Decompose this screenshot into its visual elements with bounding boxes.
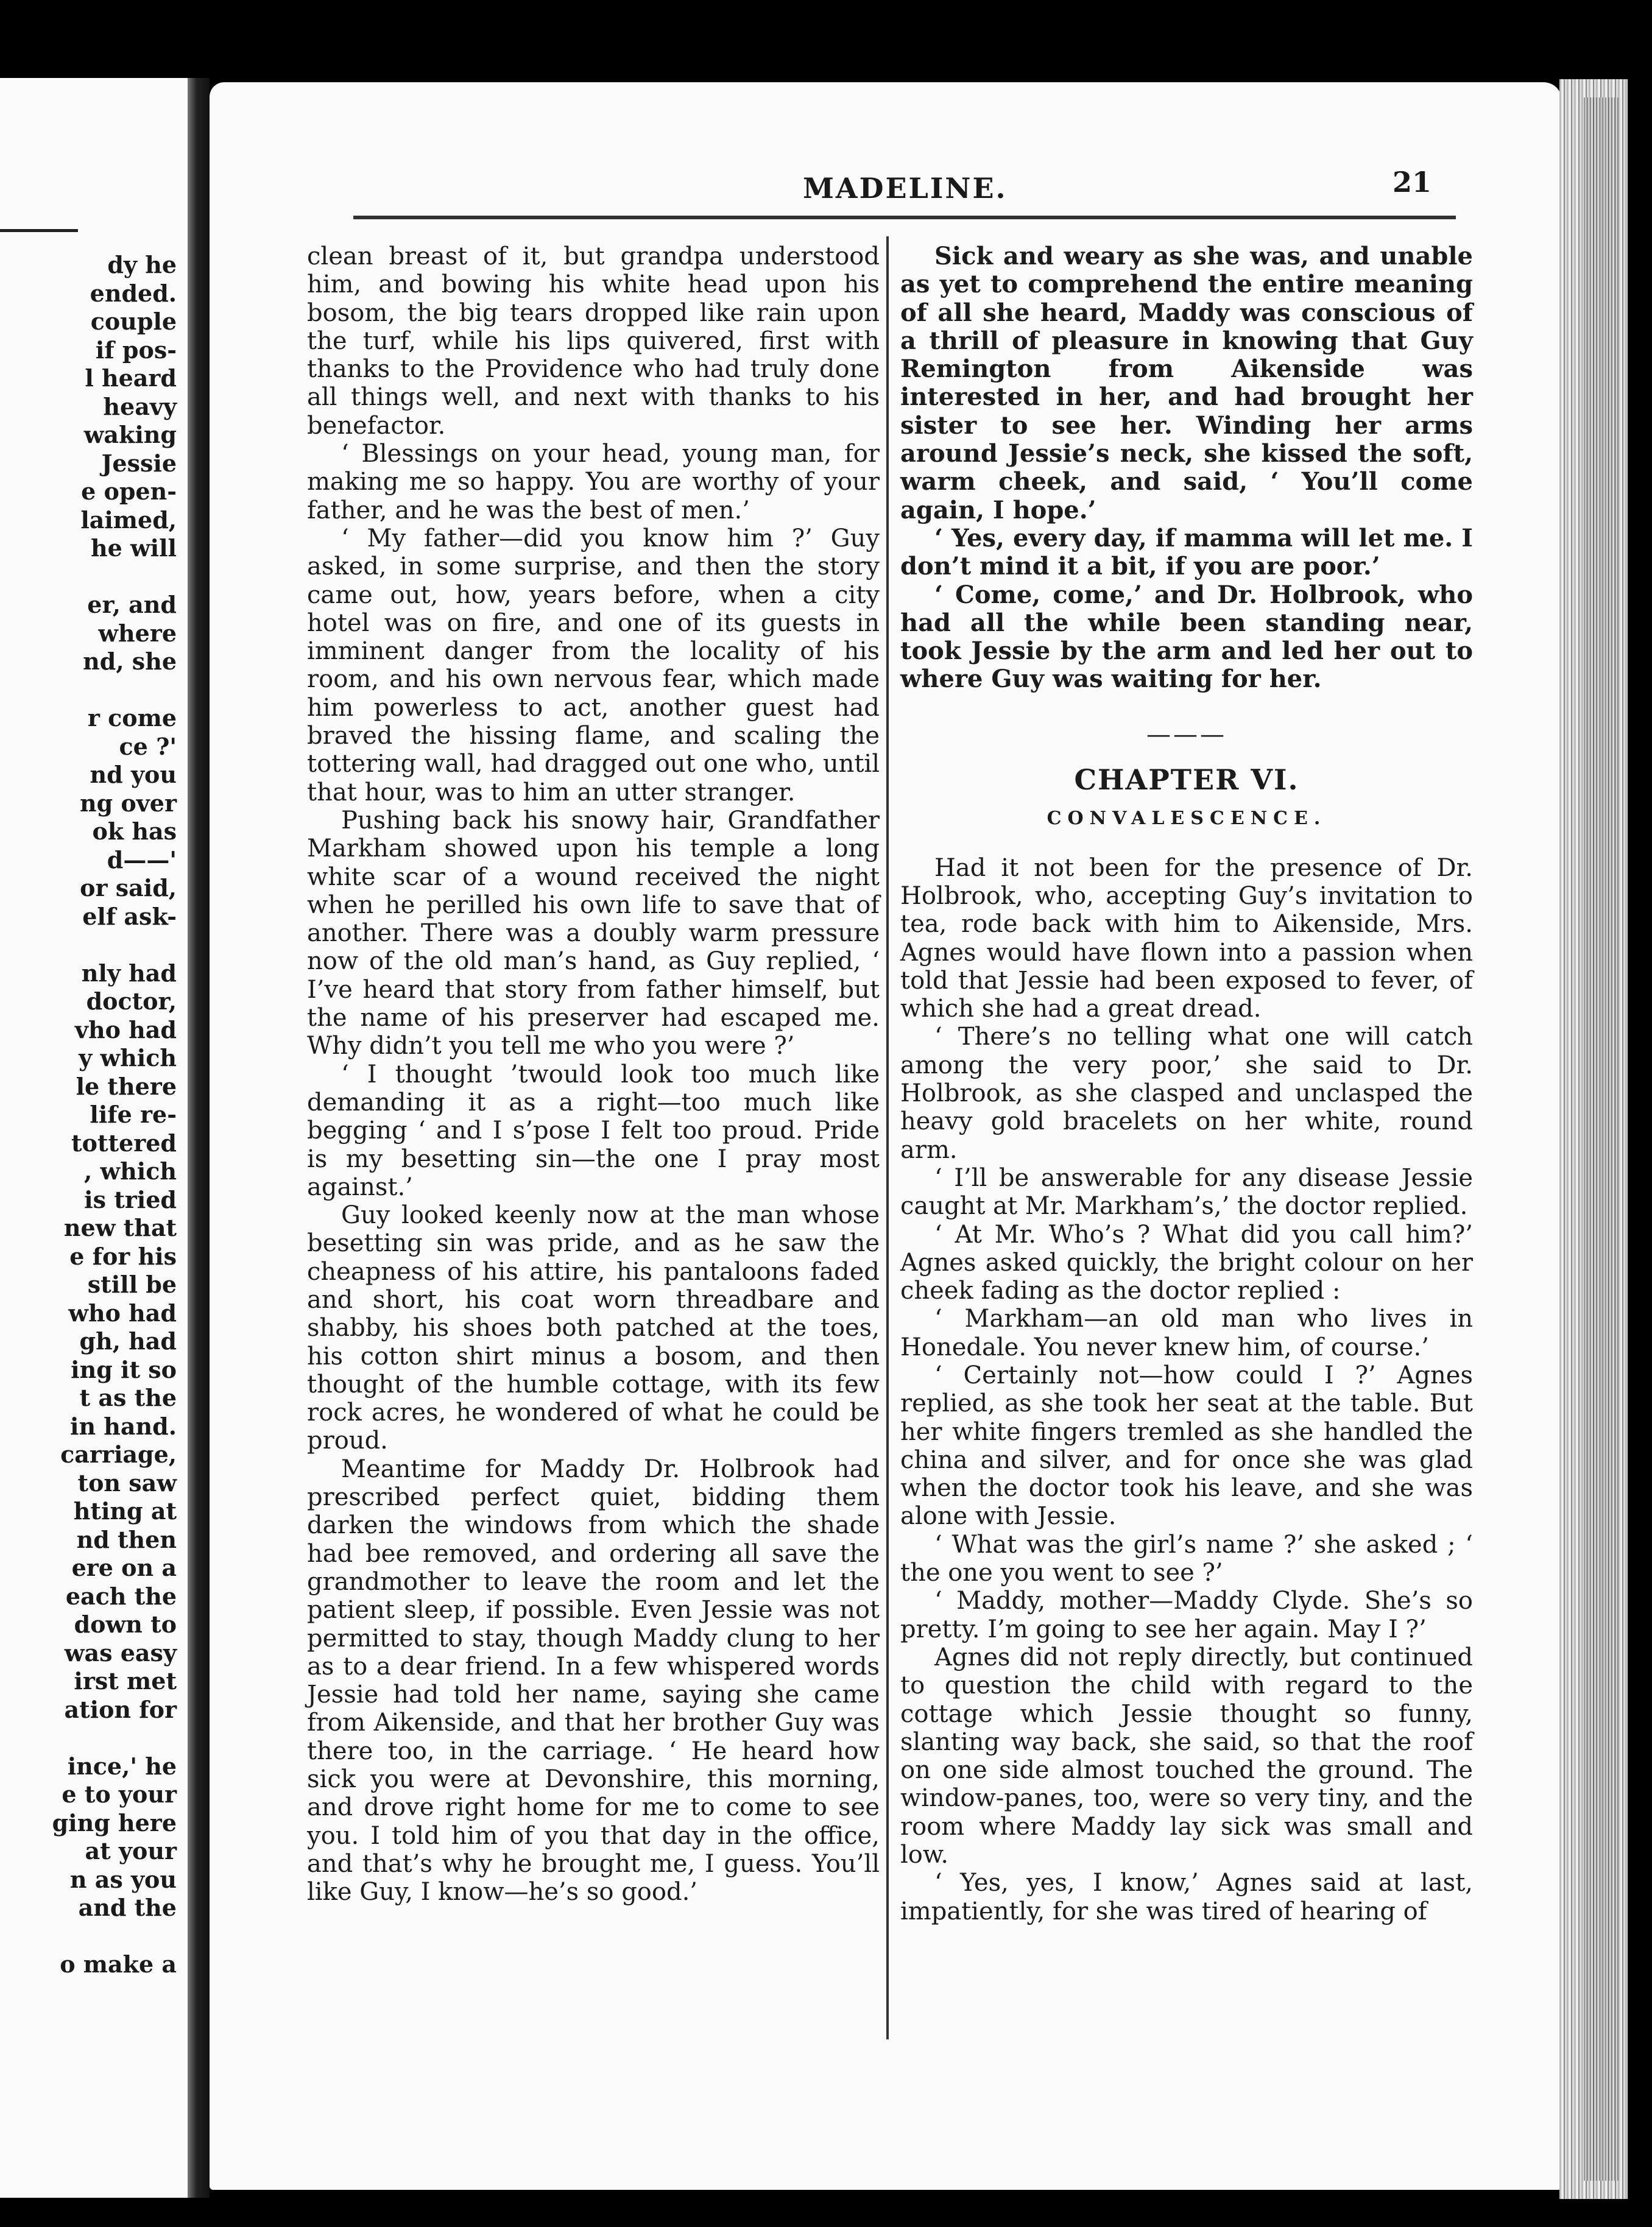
facing-page-line: d——': [107, 845, 177, 874]
paragraph: clean breast of it, but grandpa understood him, and bowing his white head upon his bosom, the big tears dropped like rain upon the turf, while his lips quivered, first with thanks to the Providence who had truly done all things well, and next with thanks to his benefactor.: [307, 242, 880, 440]
paragraph: ‘ What was the girl’s name ?’ she asked ; ‘ the one you went to see ?’: [900, 1530, 1473, 1587]
facing-page-line: ging here: [52, 1809, 177, 1837]
facing-page-line: couple: [90, 308, 177, 335]
paragraph: Pushing back his snowy hair, Grandfather Markham showed upon his temple a long white scar of a wound received the night when he perilled his own life to save that of another. There was a doubly warm pressure now of the old man’s hand, as Guy replied, ‘ I’ve heard that story from father himself, but the name of his preserver had escaped me. Why didn’t you tell me who you were ?’: [307, 806, 880, 1061]
facing-page-line: Jessie: [101, 449, 177, 477]
page-edges-inner: [1584, 97, 1620, 2181]
facing-page-line: nd you: [90, 761, 177, 788]
facing-page-line: ton saw: [77, 1469, 177, 1497]
facing-page-line: [0, 1922, 177, 1951]
facing-page-line: e open-: [81, 478, 177, 505]
facing-page-line: elf ask-: [82, 902, 177, 930]
paragraph: Sick and weary as she was, and unable as yet to comprehend the entire meaning of all she heard, Maddy was conscious of a thrill of pleasure in knowing that Guy Remington from Aikenside was interested in her, and had brought her sister to see her. Winding her arms around Jessie’s neck, she kissed the soft, warm cheek, and said, ‘ You’ll come again, I hope.’: [900, 242, 1473, 524]
paragraph: Meantime for Maddy Dr. Holbrook had prescribed perfect quiet, bidding them darken the windows from which the shade had bee removed, and ordering all save the grandmother to leave the room and let the patient sleep, if possible. Even Jessie was not permitted to stay, though Maddy clung to her as to a dear friend. In a few whispered words Jessie had told her name, saying she came from Aikenside, and that her brother Guy was there too, in the carriage. ‘ He heard how sick you were at Devonshire, this morning, and drove right home for me to come to see you. I told him of you that day in the office, and that’s why he brought me, I guess. You’ll like Guy, I know—he’s so good.’: [307, 1455, 880, 1907]
facing-page-line: is tried: [84, 1185, 177, 1213]
facing-page-line: tottered: [71, 1129, 177, 1157]
facing-page-line: irst met: [74, 1667, 177, 1695]
right-column-top-text: [900, 242, 1473, 694]
facing-page-line: [0, 563, 177, 591]
facing-page-line: o make a: [60, 1950, 177, 1978]
book-gutter: [188, 78, 210, 2198]
facing-page-line: gh, had: [79, 1327, 177, 1355]
paragraph: ‘ Yes, every day, if mamma will let me. I don’t mind it a bit, if you are poor.’: [900, 523, 1473, 581]
facing-page-line: [0, 676, 177, 705]
facing-page-line: ce ?': [119, 732, 177, 760]
header-rule: [353, 216, 1456, 219]
paragraph: ‘ Yes, yes, I know,’ Agnes said at last, impatiently, for she was tired of hearing of: [900, 1869, 1473, 1925]
facing-page-line: y which: [79, 1044, 177, 1071]
facing-page-line: [0, 1724, 177, 1752]
paragraph: ‘ There’s no telling what one will catch among the very poor,’ she said to Dr. Holbrook, as she clasped and unclasped the heavy gold bracelets on her white, round arm.: [900, 1023, 1473, 1164]
running-title: MADELINE.: [803, 172, 1008, 205]
facing-page-line: t as the: [79, 1384, 177, 1411]
facing-page-line: dy he: [107, 251, 177, 278]
facing-page-line: r come: [87, 704, 177, 732]
paragraph: ‘ My father—did you know him ?’ Guy asked, in some surprise, and then the story came out, how, years before, when a city hotel was on fire, and one of its guests in imminent danger from the locality of his room, and his own nervous fear, which made him powerless to act, another guest had braved the hissing flame, and scaling the tottering wall, had dragged out one who, until that hour, was to him an utter stranger.: [307, 524, 880, 806]
chapter-subtitle: CONVALESCENCE.: [1047, 808, 1327, 830]
facing-page-line: nd, she: [83, 648, 177, 675]
facing-page-line: ince,' he: [67, 1752, 177, 1780]
facing-page-line: ng over: [79, 789, 177, 817]
facing-page-line: laimed,: [80, 506, 177, 534]
facing-page-line: or said,: [80, 874, 177, 902]
facing-page-line: l heard: [85, 364, 177, 392]
facing-page-line: nly had: [81, 959, 177, 987]
facing-page-line: where: [98, 619, 177, 647]
right-column-bottom-text: [900, 854, 1473, 1925]
facing-page-line: n as you: [69, 1865, 177, 1893]
facing-page-line: le there: [76, 1072, 177, 1100]
paragraph: ‘ At Mr. Who’s ? What did you call him?’ Agnes asked quickly, the bright colour on her cheek fading as the doctor replied :: [900, 1220, 1473, 1305]
facing-page-line: down to: [74, 1611, 177, 1638]
right-text-column: [900, 242, 1473, 1925]
facing-page-text: [0, 251, 177, 1979]
facing-page-line: e to your: [62, 1781, 177, 1808]
facing-page-line: life re-: [90, 1101, 177, 1128]
facing-page-fragment: [0, 78, 188, 2198]
facing-page-line: [0, 931, 177, 959]
paragraph: ‘ Maddy, mother—Maddy Clyde. She’s so pretty. I’m going to see her again. May I ?’: [900, 1587, 1473, 1643]
facing-page-line: er, and: [87, 591, 177, 618]
paragraph: ‘ Blessings on your head, young man, for making me so happy. You are worthy of your father, and he was the best of men.’: [307, 440, 880, 524]
facing-page-line: in hand.: [70, 1412, 177, 1440]
facing-page-line: was easy: [64, 1639, 177, 1667]
paragraph: ‘ Come, come,’ and Dr. Holbrook, who had all the while been standing near, took Jessie by the arm and led her out to where Guy was waiting for her.: [900, 580, 1473, 694]
left-text-column: [307, 242, 880, 1907]
facing-page-line: heavy: [103, 392, 177, 420]
facing-page-line: nd then: [76, 1525, 177, 1553]
facing-page-line: ing it so: [71, 1355, 177, 1383]
facing-page-line: ere on a: [71, 1554, 177, 1581]
paragraph: Guy looked keenly now at the man whose besetting sin was pride, and as he saw the cheapness of his attire, his pantaloons faded and short, his coat worn threadbare and shabby, his shoes both patched at the toes, his cotton shirt minus a bosom, and then thought of the humble cottage, with its few rock acres, he wondered of what he could be proud.: [307, 1201, 880, 1455]
page-number: 21: [1393, 166, 1432, 199]
facing-page-line: he will: [90, 534, 177, 562]
paragraph: ‘ I thought ’twould look too much like demanding it as a right—too much like begging ‘ and I s’pose I felt too proud. Pride is my besetting sin—the one I pray most against.’: [307, 1060, 880, 1201]
facing-page-line: e for his: [69, 1242, 177, 1270]
paragraph: ‘ Certainly not—how could I ?’ Agnes replied, as she took her seat at the table. But her white fingers tremled as she handled the china and silver, and for once she was glad when the doctor took his leave, and she was alone with Jessie.: [900, 1361, 1473, 1531]
facing-page-header-rule: [0, 229, 78, 232]
facing-page-line: doctor,: [86, 987, 177, 1015]
facing-page-line: each the: [65, 1582, 177, 1610]
facing-page-line: vho had: [74, 1015, 177, 1043]
facing-page-line: , which: [84, 1157, 177, 1185]
facing-page-line: if pos-: [95, 336, 177, 364]
paragraph: Had it not been for the presence of Dr. Holbrook, who, accepting Guy’s invitation to tea, rode back with him to Aikenside, Mrs. Agnes would have flown into a passion when told that Jessie had been exposed to fever, of which she had a great dread.: [900, 853, 1473, 1023]
facing-page-line: who had: [68, 1299, 177, 1327]
facing-page-line: ation for: [64, 1695, 177, 1723]
column-divider: [886, 236, 889, 2039]
chapter-title: CHAPTER VI.: [1074, 763, 1299, 797]
paragraph: ‘ Markham—an old man who lives in Honedale. You never knew him, of course.’: [900, 1305, 1473, 1361]
paragraph: ‘ I’ll be answerable for any disease Jessie caught at Mr. Markham’s,’ the doctor replied.: [900, 1163, 1473, 1221]
facing-page-line: carriage,: [60, 1441, 177, 1468]
facing-page-line: at your: [85, 1837, 177, 1865]
facing-page-line: hting at: [73, 1497, 177, 1525]
facing-page-line: ok has: [92, 817, 177, 845]
section-separator: ———: [1146, 720, 1227, 749]
facing-page-line: still be: [87, 1271, 177, 1298]
paragraph: Agnes did not reply directly, but continued to question the child with regard to the cottage which Jessie thought so funny, slanting way back, she said, so that the roof on one side almost touched the ground. The window-panes, too, were so very tiny, and the room where Maddy lay sick was small and low.: [900, 1643, 1473, 1869]
facing-page-line: and the: [78, 1894, 177, 1921]
facing-page-line: waking: [83, 421, 177, 448]
facing-page-line: ended.: [90, 279, 177, 307]
facing-page-line: new that: [63, 1214, 177, 1241]
